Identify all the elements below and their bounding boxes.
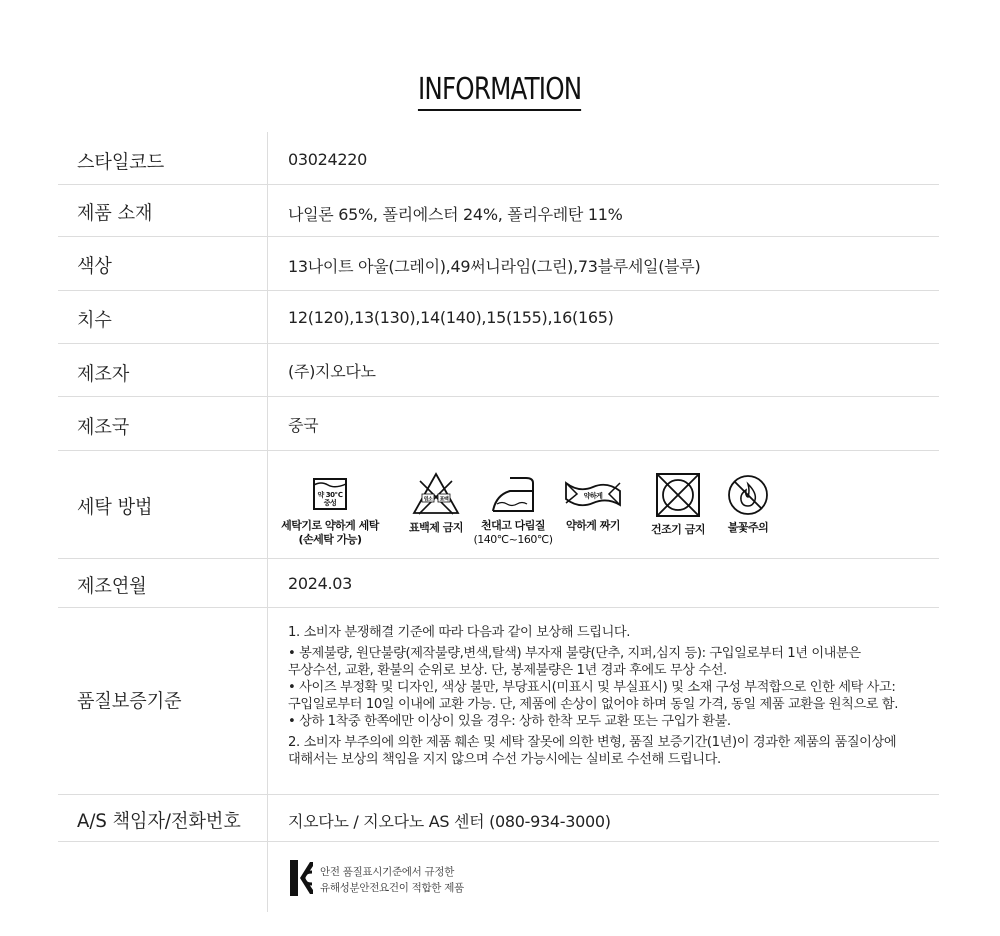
gentle-wash-icon <box>309 473 351 515</box>
quality-line: 1. 소비자 분쟁해결 기준에 따라 다음과 같이 보상해 드립니다. <box>288 625 631 640</box>
quality-line: 무상수선, 교환, 환불의 순위로 보상. 단, 봉제불량은 1년 경과 후에도 무상 수선. <box>288 663 727 678</box>
gentle-wash-temp: 약 30℃ <box>317 491 343 499</box>
quality-label: 품질보증기준 <box>77 690 182 712</box>
country-value: 중국 <box>288 416 319 435</box>
title-wrap <box>0 72 1000 111</box>
size-label: 치수 <box>77 309 112 331</box>
svg-text:약하게: 약하게 <box>583 492 603 500</box>
no-bleach-caption: 표백제 금지 <box>409 521 463 534</box>
page-title: INFORMATION <box>418 72 581 111</box>
fire-caption: 불꽃주의 <box>727 521 769 534</box>
size-value: 12(120),13(130),14(140),15(155),16(165) <box>288 308 614 327</box>
quality-line: • 봉제불량, 원단불량(제작불량,변색,탈색) 부자재 불량(단추, 지퍼,심지 등): 구입일로부터 1년 이내분은 <box>288 646 861 661</box>
svg-text:염소: 염소 <box>423 496 433 503</box>
quality-line: • 상하 1착중 한쪽에만 이상이 있을 경우: 상하 한착 모두 교환 또는 구입가 환불. <box>288 714 731 729</box>
gentle-wash-detergent: 중성 <box>323 499 337 507</box>
material-label: 제품 소재 <box>77 202 153 224</box>
row-color <box>58 237 939 291</box>
care-item-gentle-wash <box>275 473 385 547</box>
no-tumble-dry-icon <box>654 471 702 519</box>
as-label: A/S 책임자/전화번호 <box>77 810 241 832</box>
quality-list <box>288 624 898 768</box>
kc-text-line-2: 유해성분안전요건이 적합한 제품 <box>320 882 464 894</box>
maker-label: 제조자 <box>77 363 130 385</box>
style-code-value: 03024220 <box>288 150 368 169</box>
row-maker <box>58 344 939 397</box>
row-size <box>58 291 939 344</box>
iron-caption: 천대고 다림질 <box>480 519 546 532</box>
row-material <box>58 185 939 237</box>
kc-certification-icon <box>288 858 314 898</box>
style-code-label: 스타일코드 <box>77 151 165 173</box>
care-item-wring <box>558 473 628 533</box>
no-bleach-icon <box>411 471 461 517</box>
row-style-code <box>58 132 939 185</box>
row-quality <box>58 608 939 795</box>
quality-line: 구입일로부터 10일 이내에 교환 가능. 단, 제품에 손상이 없어야 하며 동일 가격, 동일 제품 교환을 원칙으로 함. <box>288 697 899 712</box>
row-kc <box>58 842 939 912</box>
no-dryer-caption: 건조기 금지 <box>651 523 705 536</box>
material-value: 나일론 65%, 폴리에스터 24%, 폴리우레탄 11% <box>288 205 623 224</box>
date-label: 제조연월 <box>77 575 147 597</box>
care-icons <box>283 469 803 559</box>
country-label: 제조국 <box>77 416 130 438</box>
care-item-no-dryer <box>638 471 718 537</box>
care-item-iron <box>468 473 558 547</box>
gentle-wring-icon <box>563 473 623 515</box>
care-item-fire <box>713 473 783 535</box>
as-value: 지오다노 / 지오다노 AS 센터 (080-934-3000) <box>288 812 611 831</box>
row-as <box>58 795 939 842</box>
color-value: 13나이트 아울(그레이),49써니라임(그린),73블루세일(블루) <box>288 257 701 276</box>
kc-text <box>320 864 464 896</box>
row-country <box>58 397 939 451</box>
fire-caution-icon <box>726 473 770 517</box>
maker-value: (주)지오다노 <box>288 362 376 381</box>
iron-cloth-icon <box>490 473 536 515</box>
kc-text-line-1: 안전 품질표시기준에서 규정한 <box>320 866 455 878</box>
color-label: 색상 <box>77 255 112 277</box>
gentle-wash-caption-sub: (손세탁 가능) <box>298 533 362 546</box>
quality-line: 대해서는 보상의 책임을 지지 않으며 수선 가능시에는 실비로 수선해 드립니다. <box>288 752 721 767</box>
washing-label: 세탁 방법 <box>77 496 153 518</box>
row-date <box>58 559 939 608</box>
row-washing <box>58 451 939 559</box>
quality-line: 2. 소비자 부주의에 의한 제품 훼손 및 세탁 잘못에 의한 변형, 품질 보증기간(1년)이 경과한 제품의 품질이상에 <box>288 735 897 750</box>
iron-caption-sub: (140℃~160℃) <box>473 533 553 546</box>
date-value: 2024.03 <box>288 574 353 593</box>
care-item-no-bleach <box>401 471 471 535</box>
kc-mark <box>288 858 314 902</box>
svg-text:표백: 표백 <box>439 496 449 503</box>
gentle-wash-caption: 세탁기로 약하게 세탁 <box>281 519 379 532</box>
wring-caption: 약하게 짜기 <box>566 519 620 532</box>
quality-line: • 사이즈 부정확 및 디자인, 색상 불만, 부당표시(미표시 및 부실표시) 및 소재 구성 부적합으로 인한 세탁 사고: <box>288 680 896 695</box>
